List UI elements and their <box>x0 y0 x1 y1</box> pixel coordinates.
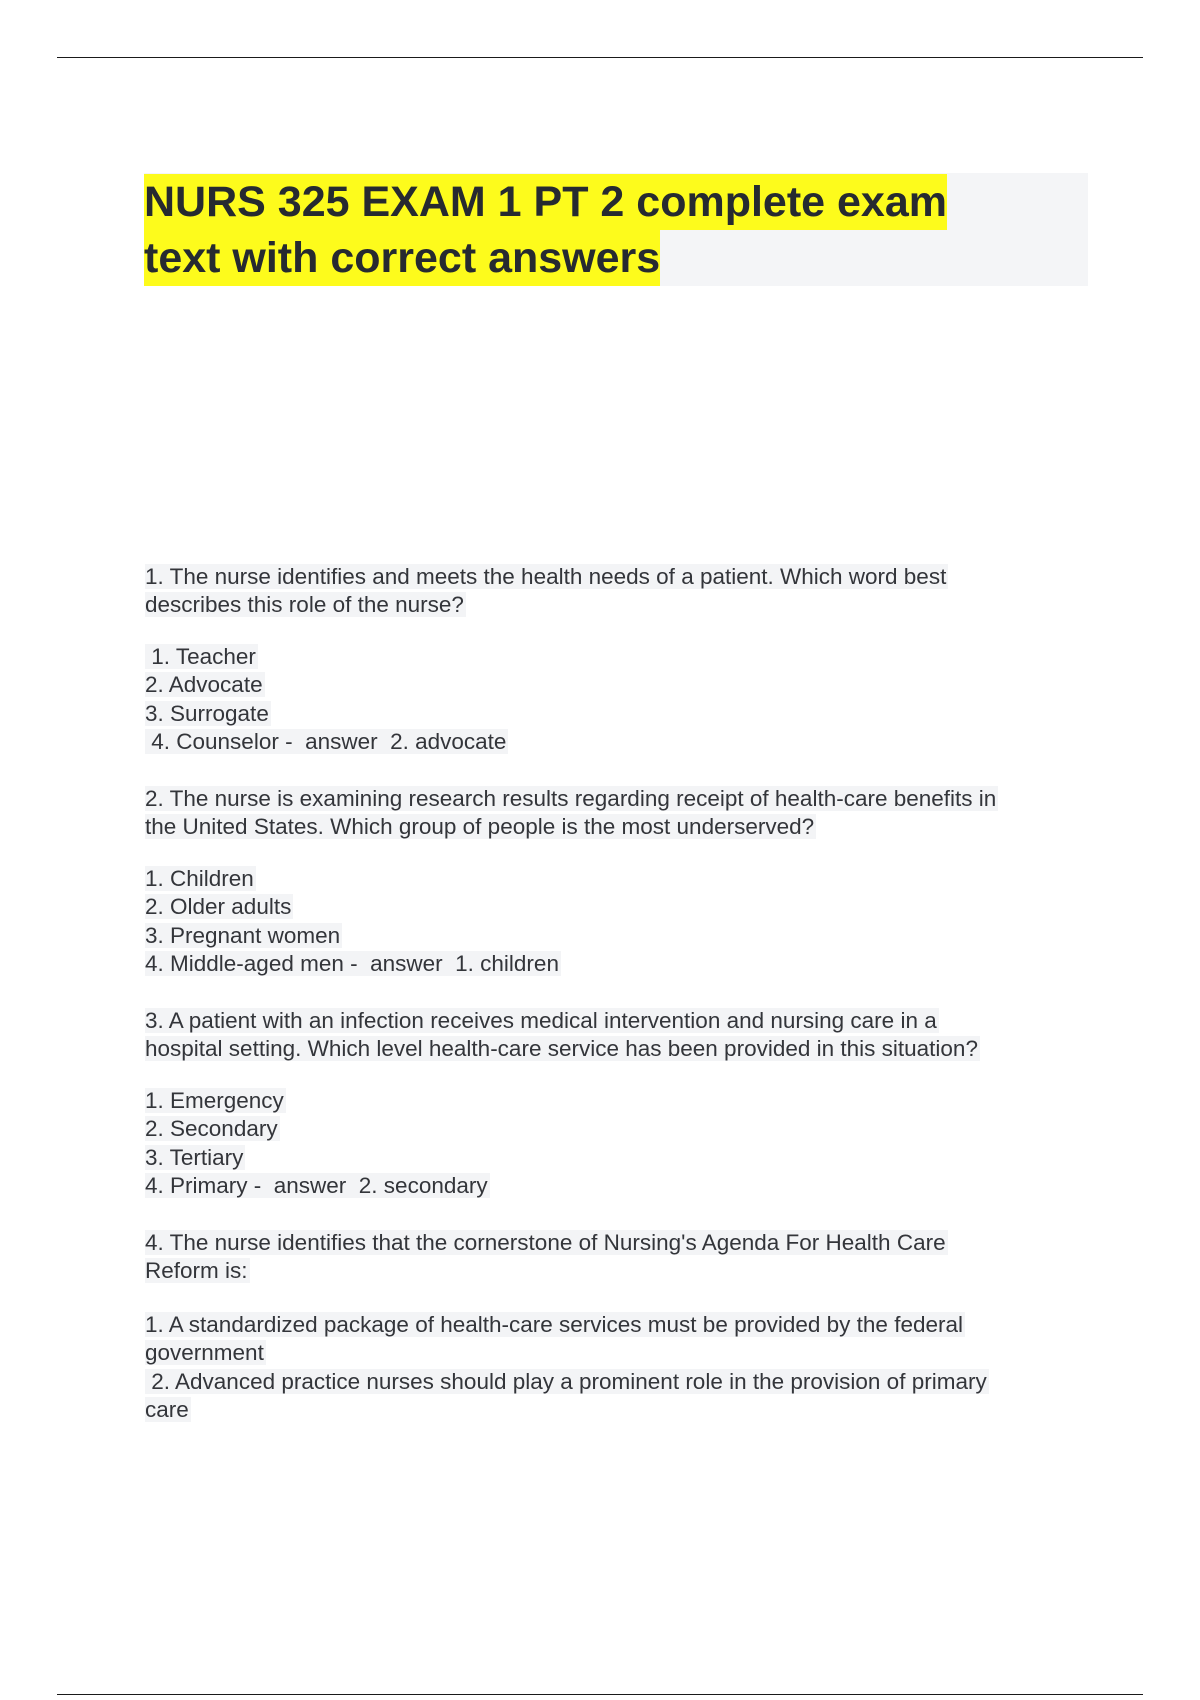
question-3-stem <box>145 1007 1075 1064</box>
document-title-line-2: text with correct answers <box>144 230 660 286</box>
question-1-stem <box>145 563 1075 620</box>
question-4-option-2-line-2: care <box>145 1397 189 1423</box>
question-1-stem-line-2: describes this role of the nurse? <box>145 592 464 618</box>
question-4-stem <box>145 1229 1075 1286</box>
bottom-rule <box>57 1694 1143 1695</box>
question-1-option-2: 2. Advocate <box>145 672 263 698</box>
question-3-stem-line-2: hospital setting. Which level health-care service has been provided in this situation? <box>145 1036 978 1062</box>
question-2-option-1: 1. Children <box>145 866 254 891</box>
question-2-stem <box>145 785 1075 842</box>
question-4-option-1-line-2: government <box>145 1340 264 1366</box>
question-2-stem-line-2: the United States. Which group of people is the most underserved? <box>145 814 815 840</box>
document-title-line-1: NURS 325 EXAM 1 PT 2 complete exam <box>144 174 947 230</box>
question-3-option-4-answer: 4. Primary - answer 2. secondary <box>145 1173 488 1199</box>
question-4-stem-line-2: Reform is: <box>145 1258 248 1284</box>
question-2-option-3: 3. Pregnant women <box>145 922 341 948</box>
question-3-option-2: 2. Secondary <box>145 1116 278 1142</box>
question-2-options <box>145 865 1075 979</box>
question-4-options <box>145 1311 1075 1425</box>
question-2-option-4-answer: 4. Middle-aged men - answer 1. children <box>145 951 559 977</box>
question-1-option-1: 1. Teacher <box>145 644 256 669</box>
top-rule <box>57 57 1143 58</box>
question-3-option-3: 3. Tertiary <box>145 1144 244 1170</box>
question-3-stem-line-1: 3. A patient with an infection receives medical intervention and nursing care in a <box>145 1008 937 1033</box>
question-3-options <box>145 1087 1075 1201</box>
question-1-options <box>145 643 1075 757</box>
question-1-option-3: 3. Surrogate <box>145 700 269 726</box>
question-4-option-1-line-1: 1. A standardized package of health-care services must be provided by the federal <box>145 1312 963 1337</box>
question-4-option-2-line-1: 2. Advanced practice nurses should play a prominent role in the provision of primary <box>145 1368 987 1394</box>
question-2-option-2: 2. Older adults <box>145 894 292 920</box>
question-1-option-4-answer: 4. Counselor - answer 2. advocate <box>145 729 507 755</box>
question-2-stem-line-1: 2. The nurse is examining research results regarding receipt of health-care benefits in <box>145 786 997 811</box>
question-4-stem-line-1: 4. The nurse identifies that the cornerstone of Nursing's Agenda For Health Care <box>145 1230 946 1255</box>
question-1-stem-line-1: 1. The nurse identifies and meets the health needs of a patient. Which word best <box>145 564 947 589</box>
question-3-option-1: 1. Emergency <box>145 1088 284 1113</box>
